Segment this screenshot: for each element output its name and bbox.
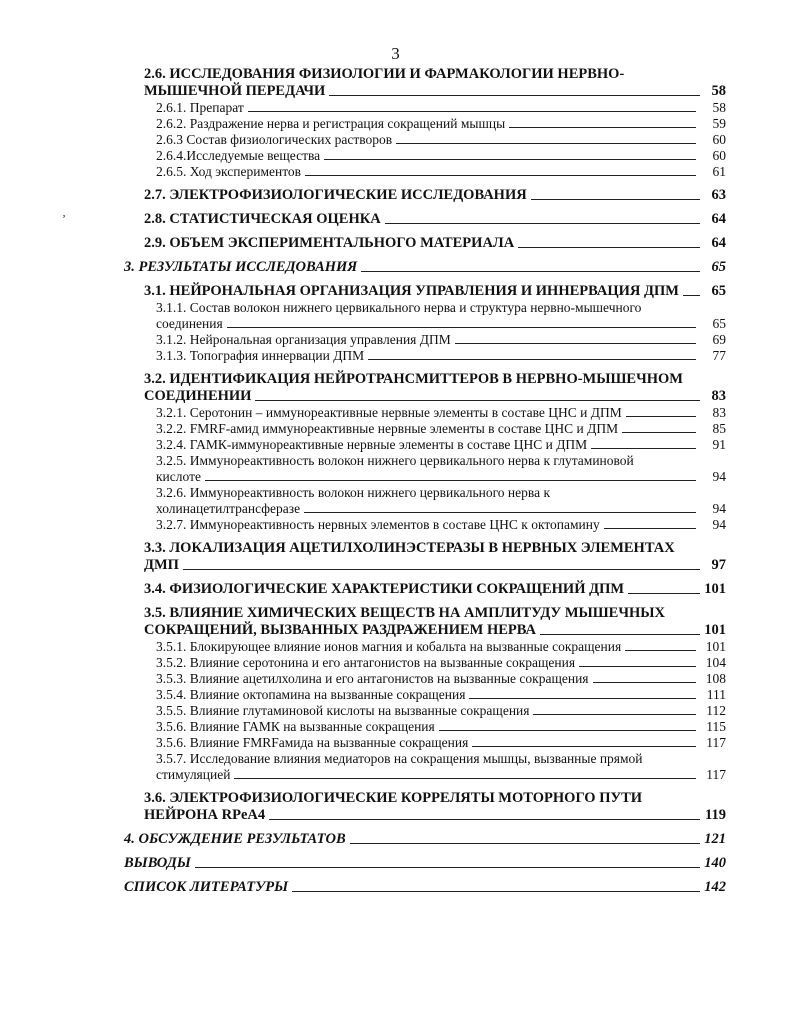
toc-entry-title-line: 3.5. ВЛИЯНИЕ ХИМИЧЕСКИХ ВЕЩЕСТВ НА АМПЛИТУДУ МЫШЕЧНЫХ: [144, 605, 665, 621]
toc-entry-title: СОЕДИНЕНИИ: [144, 388, 252, 404]
toc-leader-line: [626, 416, 696, 417]
toc-entry-title: 3.5.5. Влияние глутаминовой кислоты на вызванные сокращения: [156, 703, 530, 718]
toc-entry-title: кислоте: [156, 469, 201, 484]
toc-leader-line: [350, 843, 700, 844]
toc-entry-title: стимуляцией: [156, 767, 231, 782]
table-of-contents: [120, 66, 726, 896]
toc-page-number: 94: [712, 469, 726, 484]
toc-entry-title: 4. ОБСУЖДЕНИЕ РЕЗУЛЬТАТОВ: [124, 831, 346, 847]
toc-page-number: 65: [711, 283, 726, 299]
toc-entry-title: 3.5.1. Блокирующее влияние ионов магния и кобальта на вызванные сокращения: [156, 639, 622, 654]
toc-leader-line: [234, 778, 696, 779]
toc-entry-title: 2.7. ЭЛЕКТРОФИЗИОЛОГИЧЕСКИЕ ИССЛЕДОВАНИЯ: [144, 187, 527, 203]
toc-page-number: 101: [704, 622, 726, 638]
toc-entry: [120, 148, 726, 164]
toc-leader-line: [361, 271, 700, 272]
toc-page-number: 115: [706, 719, 726, 734]
toc-page-number: 108: [705, 671, 726, 686]
toc-entry: [120, 66, 726, 100]
toc-leader-line: [683, 295, 700, 296]
toc-entry: [120, 879, 726, 896]
toc-page-number: 97: [711, 557, 726, 573]
toc-leader-line: [305, 175, 696, 176]
toc-entry-title-line: 3.5.7. Исследование влияния медиаторов на сокращения мышцы, вызванные прямой: [156, 751, 643, 766]
toc-entry-title: 3.5.3. Влияние ацетилхолина и его антагонистов на вызванные сокращения: [156, 671, 589, 686]
toc-entry-title: ДМП: [144, 557, 179, 573]
toc-leader-line: [625, 650, 696, 651]
toc-leader-line: [472, 746, 696, 747]
toc-entry-title: СПИСОК ЛИТЕРАТУРЫ: [124, 879, 289, 895]
toc-page-number: 112: [706, 703, 726, 718]
toc-entry-title: 3.2.2. FMRF-амид иммунореактивные нервные элементы в составе ЦНС и ДПМ: [156, 421, 619, 436]
toc-entry-title: 2.6.3 Состав физиологических растворов: [156, 132, 393, 147]
toc-leader-line: [368, 359, 696, 360]
toc-leader-line: [183, 569, 700, 570]
toc-page-number: 142: [704, 879, 726, 895]
toc-leader-line: [622, 432, 696, 433]
toc-entry-title: 2.6.2. Раздражение нерва и регистрация сокращений мышцы: [156, 116, 506, 131]
toc-entry: [120, 703, 726, 719]
toc-entry: [120, 453, 726, 485]
toc-leader-line: [469, 698, 696, 699]
toc-leader-line: [604, 528, 696, 529]
toc-entry: [120, 421, 726, 437]
toc-page-number: 121: [704, 831, 726, 847]
toc-entry: [120, 332, 726, 348]
toc-entry-title: 3.5.6. Влияние FMRFамида на вызванные сокращения: [156, 735, 469, 750]
toc-entry-title-line: 2.6. ИССЛЕДОВАНИЯ ФИЗИОЛОГИИ И ФАРМАКОЛОГИИ НЕРВНО-: [144, 66, 625, 82]
toc-page-number: 140: [704, 855, 726, 871]
toc-entry-title: ВЫВОДЫ: [124, 855, 191, 871]
toc-entry-title: 2.6.4.Исследуемые вещества: [156, 148, 321, 163]
toc-page-number: 69: [712, 332, 726, 347]
toc-entry-title: 3.5.2. Влияние серотонина и его антагонистов на вызванные сокращения: [156, 655, 576, 670]
toc-leader-line: [628, 593, 700, 594]
toc-entry: [120, 485, 726, 517]
toc-page-number: 61: [712, 164, 726, 179]
toc-entry-title: 3.2.4. ГАМК-иммунореактивные нервные элементы в составе ЦНС и ДПМ: [156, 437, 588, 452]
toc-page-number: 85: [712, 421, 726, 436]
toc-entry-title: 3.5.6. Влияние ГАМК на вызванные сокращения: [156, 719, 435, 734]
toc-entry-title-line: 3.2.5. Иммунореактивность волокон нижнего цервикального нерва к глутаминовой: [156, 453, 634, 468]
toc-page-number: 83: [711, 388, 726, 404]
toc-entry-title: НЕЙРОНА RPeA4: [144, 807, 266, 823]
toc-page-number: 104: [705, 655, 726, 670]
toc-page-number: 101: [705, 639, 726, 654]
toc-entry-title: 2.6.1. Препарат: [156, 100, 244, 115]
toc-entry: [120, 655, 726, 671]
toc-leader-line: [269, 819, 700, 820]
toc-entry: [120, 300, 726, 332]
toc-leader-line: [518, 247, 700, 248]
toc-page-number: 64: [711, 235, 726, 251]
toc-entry-title: 3.1.3. Топография иннервации ДПМ: [156, 348, 365, 363]
toc-leader-line: [533, 714, 696, 715]
toc-leader-line: [205, 480, 696, 481]
toc-page-number: 119: [705, 807, 726, 823]
toc-entry-title: 3.2.1. Серотонин – иммунореактивные нервные элементы в составе ЦНС и ДПМ: [156, 405, 622, 420]
toc-entry-title: холинацетилтрансферазе: [156, 501, 301, 516]
toc-entry-title-line: 3.1.1. Состав волокон нижнего цервикального нерва и структура нервно-мышечного: [156, 300, 642, 315]
toc-entry-title: 3. РЕЗУЛЬТАТЫ ИССЛЕДОВАНИЯ: [124, 259, 358, 275]
toc-entry: [120, 283, 726, 300]
toc-entry: [120, 831, 726, 848]
toc-page-number: 59: [712, 116, 726, 131]
toc-entry: [120, 437, 726, 453]
toc-entry: [120, 671, 726, 687]
toc-entry: [120, 235, 726, 252]
toc-entry: [120, 211, 726, 228]
toc-entry-title: 2.9. ОБЪЕМ ЭКСПЕРИМЕНТАЛЬНОГО МАТЕРИАЛА: [144, 235, 515, 251]
toc-leader-line: [195, 867, 700, 868]
toc-entry-title: 3.1.2. Нейрональная организация управления ДПМ: [156, 332, 451, 347]
toc-page-number: 91: [712, 437, 726, 452]
toc-leader-line: [455, 343, 696, 344]
toc-entry: [120, 790, 726, 824]
toc-entry-title: соединения: [156, 316, 223, 331]
toc-leader-line: [531, 199, 700, 200]
page-number: 3: [391, 44, 400, 63]
toc-page-number: 63: [711, 187, 726, 203]
toc-entry-title-line: 3.3. ЛОКАЛИЗАЦИЯ АЦЕТИЛХОЛИНЭСТЕРАЗЫ В НЕРВНЫХ ЭЛЕМЕНТАХ: [144, 540, 675, 556]
toc-page-number: 58: [712, 100, 726, 115]
toc-leader-line: [439, 730, 696, 731]
toc-entry-title: 3.1. НЕЙРОНАЛЬНАЯ ОРГАНИЗАЦИЯ УПРАВЛЕНИЯ И ИННЕРВАЦИЯ ДПМ: [144, 283, 679, 299]
toc-entry: [120, 517, 726, 533]
toc-entry: [120, 581, 726, 598]
stray-mark: ʼ: [62, 212, 66, 226]
toc-page-number: 60: [712, 132, 726, 147]
toc-page-number: 94: [712, 517, 726, 532]
toc-entry: [120, 164, 726, 180]
toc-page-number: 83: [712, 405, 726, 420]
toc-leader-line: [324, 159, 696, 160]
toc-page-number: 65: [712, 316, 726, 331]
toc-entry: [120, 348, 726, 364]
toc-entry: [120, 116, 726, 132]
toc-entry: [120, 719, 726, 735]
toc-leader-line: [292, 891, 700, 892]
toc-entry: [120, 687, 726, 703]
toc-entry-title: 3.2.7. Иммунореактивность нервных элементов в составе ЦНС к октопамину: [156, 517, 600, 532]
toc-entry: [120, 855, 726, 872]
toc-page-number: 64: [711, 211, 726, 227]
toc-entry: [120, 100, 726, 116]
toc-entry-title-line: 3.6. ЭЛЕКТРОФИЗИОЛОГИЧЕСКИЕ КОРРЕЛЯТЫ МОТОРНОГО ПУТИ: [144, 790, 643, 806]
toc-leader-line: [227, 327, 696, 328]
toc-entry-title: 2.8. СТАТИСТИЧЕСКАЯ ОЦЕНКА: [144, 211, 381, 227]
toc-entry: [120, 371, 726, 405]
toc-entry: [120, 735, 726, 751]
toc-page-number: 117: [706, 767, 726, 782]
toc-entry-title-line: 3.2. ИДЕНТИФИКАЦИЯ НЕЙРОТРАНСМИТТЕРОВ В НЕРВНО-МЫШЕЧНОМ: [144, 371, 683, 387]
toc-entry: [120, 132, 726, 148]
toc-leader-line: [540, 634, 700, 635]
toc-page-number: 65: [711, 259, 726, 275]
toc-entry: [120, 259, 726, 276]
toc-leader-line: [248, 111, 696, 112]
toc-leader-line: [385, 223, 700, 224]
toc-page-number: 117: [706, 735, 726, 750]
toc-page-number: 60: [712, 148, 726, 163]
toc-entry: [120, 540, 726, 574]
toc-entry: [120, 605, 726, 639]
toc-leader-line: [579, 666, 696, 667]
toc-entry-title: 2.6.5. Ход экспериментов: [156, 164, 302, 179]
toc-page-number: 58: [711, 83, 726, 99]
toc-entry-title: 3.4. ФИЗИОЛОГИЧЕСКИЕ ХАРАКТЕРИСТИКИ СОКРАЩЕНИЙ ДПМ: [144, 581, 625, 597]
toc-entry: [120, 405, 726, 421]
toc-leader-line: [509, 127, 696, 128]
toc-page-number: 101: [704, 581, 726, 597]
toc-page-number: 94: [712, 501, 726, 516]
toc-entry-title-line: 3.2.6. Иммунореактивность волокон нижнего цервикального нерва к: [156, 485, 551, 500]
toc-page-number: 111: [706, 687, 726, 702]
toc-entry: [120, 187, 726, 204]
toc-leader-line: [255, 400, 700, 401]
toc-entry-title: 3.5.4. Влияние октопамина на вызванные сокращения: [156, 687, 466, 702]
toc-leader-line: [593, 682, 696, 683]
toc-entry: [120, 639, 726, 655]
toc-page-number: 77: [712, 348, 726, 363]
toc-leader-line: [304, 512, 696, 513]
toc-entry-title: МЫШЕЧНОЙ ПЕРЕДАЧИ: [144, 83, 326, 99]
toc-entry-title: СОКРАЩЕНИЙ, ВЫЗВАННЫХ РАЗДРАЖЕНИЕМ НЕРВА: [144, 622, 537, 638]
toc-leader-line: [329, 95, 700, 96]
toc-leader-line: [591, 448, 696, 449]
toc-entry: [120, 751, 726, 783]
toc-leader-line: [396, 143, 696, 144]
